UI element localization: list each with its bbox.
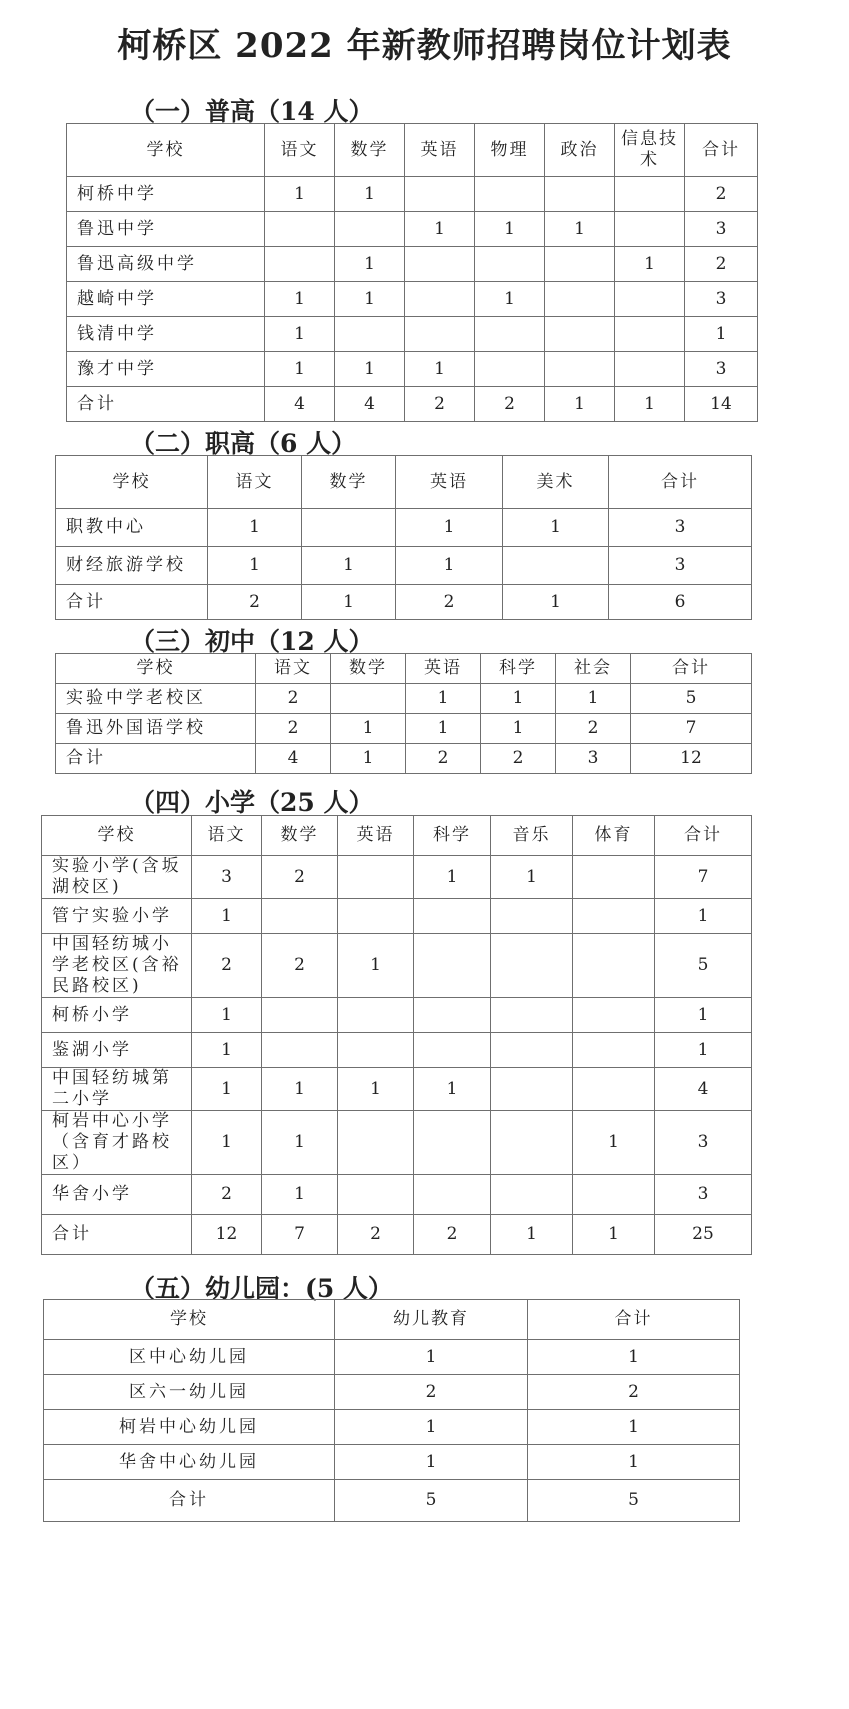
count-cell: 2 xyxy=(481,744,556,774)
count-cell xyxy=(545,317,615,352)
school-cell: 管宁实验小学 xyxy=(42,899,192,934)
count-cell: 1 xyxy=(331,714,406,744)
table-row xyxy=(42,1111,752,1175)
count-cell: 5 xyxy=(335,1480,528,1522)
count-cell xyxy=(414,1033,491,1068)
table-row xyxy=(42,1033,752,1068)
column-header: 政治 xyxy=(545,124,615,177)
count-cell: 1 xyxy=(335,1445,528,1480)
count-cell: 1 xyxy=(615,247,685,282)
column-header: 合计 xyxy=(685,124,758,177)
count-cell: 2 xyxy=(556,714,631,744)
count-cell: 5 xyxy=(528,1480,740,1522)
header-row xyxy=(67,124,758,177)
page-title: 柯桥区 2022 年新教师招聘岗位计划表 xyxy=(117,26,732,66)
count-cell: 1 xyxy=(545,212,615,247)
table-row xyxy=(44,1410,740,1445)
school-cell: 区六一幼儿园 xyxy=(44,1375,335,1410)
count-cell: 2 xyxy=(685,177,758,212)
count-cell: 3 xyxy=(192,856,262,899)
school-cell: 中国轻纺城小学老校区(含裕民路校区) xyxy=(42,934,192,998)
count-cell xyxy=(491,1033,573,1068)
count-cell: 2 xyxy=(406,744,481,774)
count-cell: 1 xyxy=(655,998,752,1033)
count-cell: 1 xyxy=(192,1033,262,1068)
count-cell xyxy=(491,1068,573,1111)
count-cell xyxy=(338,856,414,899)
count-cell xyxy=(414,934,491,998)
count-cell xyxy=(573,934,655,998)
section-heading-kindergarten: （五）幼儿园：(5 人） xyxy=(130,1274,393,1303)
count-cell: 1 xyxy=(396,509,503,547)
count-cell: 3 xyxy=(685,352,758,387)
count-cell: 1 xyxy=(503,509,609,547)
count-cell xyxy=(331,684,406,714)
count-cell xyxy=(414,998,491,1033)
count-cell: 2 xyxy=(338,1215,414,1255)
count-cell: 1 xyxy=(528,1445,740,1480)
count-cell: 1 xyxy=(192,899,262,934)
count-cell: 4 xyxy=(265,387,335,422)
count-cell: 1 xyxy=(338,1068,414,1111)
count-cell: 1 xyxy=(414,856,491,899)
total-row xyxy=(67,387,758,422)
school-cell: 区中心幼儿园 xyxy=(44,1340,335,1375)
table-row xyxy=(56,509,752,547)
count-cell: 2 xyxy=(405,387,475,422)
table-row xyxy=(42,1175,752,1215)
school-cell: 鲁迅中学 xyxy=(67,212,265,247)
count-cell: 1 xyxy=(262,1068,338,1111)
count-cell xyxy=(338,1111,414,1175)
count-cell xyxy=(545,352,615,387)
column-header: 学校 xyxy=(56,654,256,684)
count-cell xyxy=(491,1175,573,1215)
column-header: 语文 xyxy=(192,816,262,856)
count-cell: 12 xyxy=(192,1215,262,1255)
school-cell: 华舍中心幼儿园 xyxy=(44,1445,335,1480)
count-cell: 1 xyxy=(414,1068,491,1111)
count-cell xyxy=(414,1111,491,1175)
count-cell: 1 xyxy=(192,998,262,1033)
column-header: 合计 xyxy=(631,654,752,684)
column-header: 体育 xyxy=(573,816,655,856)
count-cell: 1 xyxy=(335,247,405,282)
column-header: 科学 xyxy=(414,816,491,856)
column-header: 合计 xyxy=(655,816,752,856)
column-header: 数学 xyxy=(331,654,406,684)
column-header: 物理 xyxy=(475,124,545,177)
count-cell xyxy=(265,247,335,282)
school-cell: 钱清中学 xyxy=(67,317,265,352)
column-header: 学校 xyxy=(56,456,208,509)
count-cell: 2 xyxy=(262,934,338,998)
table-row xyxy=(42,856,752,899)
count-cell: 1 xyxy=(396,547,503,585)
junior-high-table xyxy=(55,653,752,774)
count-cell xyxy=(573,1175,655,1215)
count-cell xyxy=(615,317,685,352)
count-cell: 2 xyxy=(192,934,262,998)
count-cell: 1 xyxy=(406,684,481,714)
count-cell: 1 xyxy=(685,317,758,352)
count-cell: 1 xyxy=(475,212,545,247)
column-header: 合计 xyxy=(609,456,752,509)
count-cell xyxy=(414,1175,491,1215)
table-row xyxy=(42,1068,752,1111)
column-header: 英语 xyxy=(405,124,475,177)
count-cell: 3 xyxy=(609,547,752,585)
header-row xyxy=(56,654,752,684)
count-cell xyxy=(573,1033,655,1068)
count-cell: 14 xyxy=(685,387,758,422)
kindergarten-table xyxy=(43,1299,740,1522)
count-cell xyxy=(503,547,609,585)
table-row xyxy=(67,177,758,212)
column-header: 英语 xyxy=(396,456,503,509)
count-cell: 1 xyxy=(406,714,481,744)
count-cell xyxy=(573,1068,655,1111)
school-cell: 合计 xyxy=(42,1215,192,1255)
table-row xyxy=(44,1445,740,1480)
table-row xyxy=(56,714,752,744)
column-header: 合计 xyxy=(528,1300,740,1340)
table-row xyxy=(42,934,752,998)
count-cell: 1 xyxy=(335,1340,528,1375)
count-cell xyxy=(265,212,335,247)
count-cell: 1 xyxy=(335,1410,528,1445)
table-row xyxy=(67,282,758,317)
count-cell: 4 xyxy=(256,744,331,774)
count-cell: 3 xyxy=(655,1175,752,1215)
column-header: 数学 xyxy=(335,124,405,177)
count-cell: 1 xyxy=(405,352,475,387)
count-cell xyxy=(405,282,475,317)
header-row xyxy=(44,1300,740,1340)
school-cell: 实验小学(含坂湖校区) xyxy=(42,856,192,899)
total-row xyxy=(42,1215,752,1255)
count-cell xyxy=(338,1175,414,1215)
count-cell: 1 xyxy=(655,1033,752,1068)
school-cell: 合计 xyxy=(56,744,256,774)
count-cell xyxy=(615,282,685,317)
count-cell: 2 xyxy=(335,1375,528,1410)
count-cell: 6 xyxy=(609,585,752,620)
table-row xyxy=(42,899,752,934)
count-cell xyxy=(405,247,475,282)
count-cell xyxy=(491,1111,573,1175)
count-cell xyxy=(475,352,545,387)
school-cell: 华舍小学 xyxy=(42,1175,192,1215)
count-cell: 1 xyxy=(192,1068,262,1111)
count-cell: 1 xyxy=(503,585,609,620)
count-cell: 5 xyxy=(631,684,752,714)
count-cell: 3 xyxy=(685,212,758,247)
school-cell: 中国轻纺城第二小学 xyxy=(42,1068,192,1111)
school-cell: 鉴湖小学 xyxy=(42,1033,192,1068)
school-cell: 柯桥中学 xyxy=(67,177,265,212)
count-cell xyxy=(405,177,475,212)
column-header: 英语 xyxy=(338,816,414,856)
count-cell: 2 xyxy=(192,1175,262,1215)
senior-high-table xyxy=(66,123,758,422)
count-cell: 2 xyxy=(528,1375,740,1410)
count-cell xyxy=(573,856,655,899)
count-cell xyxy=(615,177,685,212)
count-cell: 1 xyxy=(405,212,475,247)
count-cell: 2 xyxy=(262,856,338,899)
table-row xyxy=(67,212,758,247)
count-cell: 12 xyxy=(631,744,752,774)
count-cell: 7 xyxy=(655,856,752,899)
count-cell: 1 xyxy=(556,684,631,714)
count-cell: 1 xyxy=(208,547,302,585)
count-cell: 1 xyxy=(573,1111,655,1175)
column-header: 数学 xyxy=(302,456,396,509)
count-cell: 2 xyxy=(396,585,503,620)
count-cell: 5 xyxy=(655,934,752,998)
section-heading-junior-high: （三）初中（12 人） xyxy=(130,627,374,656)
count-cell: 1 xyxy=(475,282,545,317)
count-cell: 3 xyxy=(609,509,752,547)
count-cell: 1 xyxy=(302,547,396,585)
count-cell: 3 xyxy=(685,282,758,317)
table-row xyxy=(44,1340,740,1375)
count-cell xyxy=(491,899,573,934)
count-cell: 1 xyxy=(208,509,302,547)
count-cell xyxy=(338,899,414,934)
column-header: 学校 xyxy=(67,124,265,177)
total-row xyxy=(56,585,752,620)
count-cell: 1 xyxy=(481,684,556,714)
vocational-table xyxy=(55,455,752,620)
count-cell: 1 xyxy=(262,1175,338,1215)
primary-table xyxy=(41,815,752,1255)
column-header: 幼儿教育 xyxy=(335,1300,528,1340)
school-cell: 合计 xyxy=(56,585,208,620)
count-cell: 25 xyxy=(655,1215,752,1255)
count-cell xyxy=(338,998,414,1033)
count-cell xyxy=(615,212,685,247)
total-row xyxy=(44,1480,740,1522)
count-cell xyxy=(414,899,491,934)
table-row xyxy=(67,352,758,387)
school-cell: 合计 xyxy=(44,1480,335,1522)
school-cell: 柯岩中心幼儿园 xyxy=(44,1410,335,1445)
count-cell xyxy=(573,998,655,1033)
count-cell: 1 xyxy=(335,282,405,317)
count-cell: 2 xyxy=(256,714,331,744)
count-cell: 1 xyxy=(528,1340,740,1375)
count-cell xyxy=(475,317,545,352)
count-cell: 1 xyxy=(655,899,752,934)
column-header: 数学 xyxy=(262,816,338,856)
column-header: 信息技术 xyxy=(615,124,685,177)
school-cell: 实验中学老校区 xyxy=(56,684,256,714)
column-header: 语文 xyxy=(208,456,302,509)
count-cell xyxy=(405,317,475,352)
count-cell: 2 xyxy=(414,1215,491,1255)
count-cell xyxy=(545,282,615,317)
count-cell xyxy=(491,998,573,1033)
section-heading-senior-high: （一）普高（14 人） xyxy=(130,97,374,126)
section-heading-vocational: （二）职高（6 人） xyxy=(130,429,357,458)
school-cell: 财经旅游学校 xyxy=(56,547,208,585)
table-row xyxy=(56,547,752,585)
count-cell: 1 xyxy=(302,585,396,620)
count-cell: 1 xyxy=(335,177,405,212)
count-cell xyxy=(545,247,615,282)
count-cell: 1 xyxy=(265,352,335,387)
count-cell xyxy=(262,998,338,1033)
column-header: 社会 xyxy=(556,654,631,684)
count-cell: 2 xyxy=(685,247,758,282)
header-row xyxy=(42,816,752,856)
column-header: 语文 xyxy=(265,124,335,177)
count-cell: 1 xyxy=(338,934,414,998)
count-cell xyxy=(262,899,338,934)
count-cell xyxy=(475,247,545,282)
section-heading-primary: （四）小学（25 人） xyxy=(130,788,374,817)
school-cell: 鲁迅外国语学校 xyxy=(56,714,256,744)
column-header: 学校 xyxy=(42,816,192,856)
column-header: 美术 xyxy=(503,456,609,509)
count-cell xyxy=(545,177,615,212)
count-cell xyxy=(338,1033,414,1068)
count-cell: 2 xyxy=(208,585,302,620)
count-cell: 1 xyxy=(491,1215,573,1255)
count-cell: 1 xyxy=(573,1215,655,1255)
count-cell: 1 xyxy=(262,1111,338,1175)
count-cell xyxy=(491,934,573,998)
count-cell: 1 xyxy=(615,387,685,422)
count-cell: 1 xyxy=(335,352,405,387)
count-cell xyxy=(262,1033,338,1068)
count-cell: 7 xyxy=(631,714,752,744)
table-row xyxy=(67,317,758,352)
header-row xyxy=(56,456,752,509)
total-row xyxy=(56,744,752,774)
column-header: 语文 xyxy=(256,654,331,684)
count-cell: 4 xyxy=(335,387,405,422)
column-header: 音乐 xyxy=(491,816,573,856)
column-header: 学校 xyxy=(44,1300,335,1340)
count-cell: 1 xyxy=(265,177,335,212)
count-cell: 3 xyxy=(556,744,631,774)
school-cell: 鲁迅高级中学 xyxy=(67,247,265,282)
school-cell: 合计 xyxy=(67,387,265,422)
count-cell: 2 xyxy=(475,387,545,422)
count-cell xyxy=(302,509,396,547)
school-cell: 豫才中学 xyxy=(67,352,265,387)
count-cell: 1 xyxy=(331,744,406,774)
school-cell: 柯岩中心小学（含育才路校区） xyxy=(42,1111,192,1175)
table-row xyxy=(56,684,752,714)
count-cell: 4 xyxy=(655,1068,752,1111)
count-cell xyxy=(615,352,685,387)
count-cell: 1 xyxy=(528,1410,740,1445)
count-cell xyxy=(475,177,545,212)
count-cell: 1 xyxy=(491,856,573,899)
count-cell: 1 xyxy=(545,387,615,422)
count-cell: 7 xyxy=(262,1215,338,1255)
count-cell: 3 xyxy=(655,1111,752,1175)
count-cell xyxy=(335,212,405,247)
count-cell: 1 xyxy=(265,282,335,317)
school-cell: 柯桥小学 xyxy=(42,998,192,1033)
table-row xyxy=(67,247,758,282)
table-row xyxy=(42,998,752,1033)
count-cell: 1 xyxy=(481,714,556,744)
column-header: 英语 xyxy=(406,654,481,684)
school-cell: 职教中心 xyxy=(56,509,208,547)
column-header: 科学 xyxy=(481,654,556,684)
count-cell: 2 xyxy=(256,684,331,714)
count-cell: 1 xyxy=(265,317,335,352)
count-cell: 1 xyxy=(192,1111,262,1175)
table-row xyxy=(44,1375,740,1410)
count-cell xyxy=(335,317,405,352)
count-cell xyxy=(573,899,655,934)
school-cell: 越崎中学 xyxy=(67,282,265,317)
